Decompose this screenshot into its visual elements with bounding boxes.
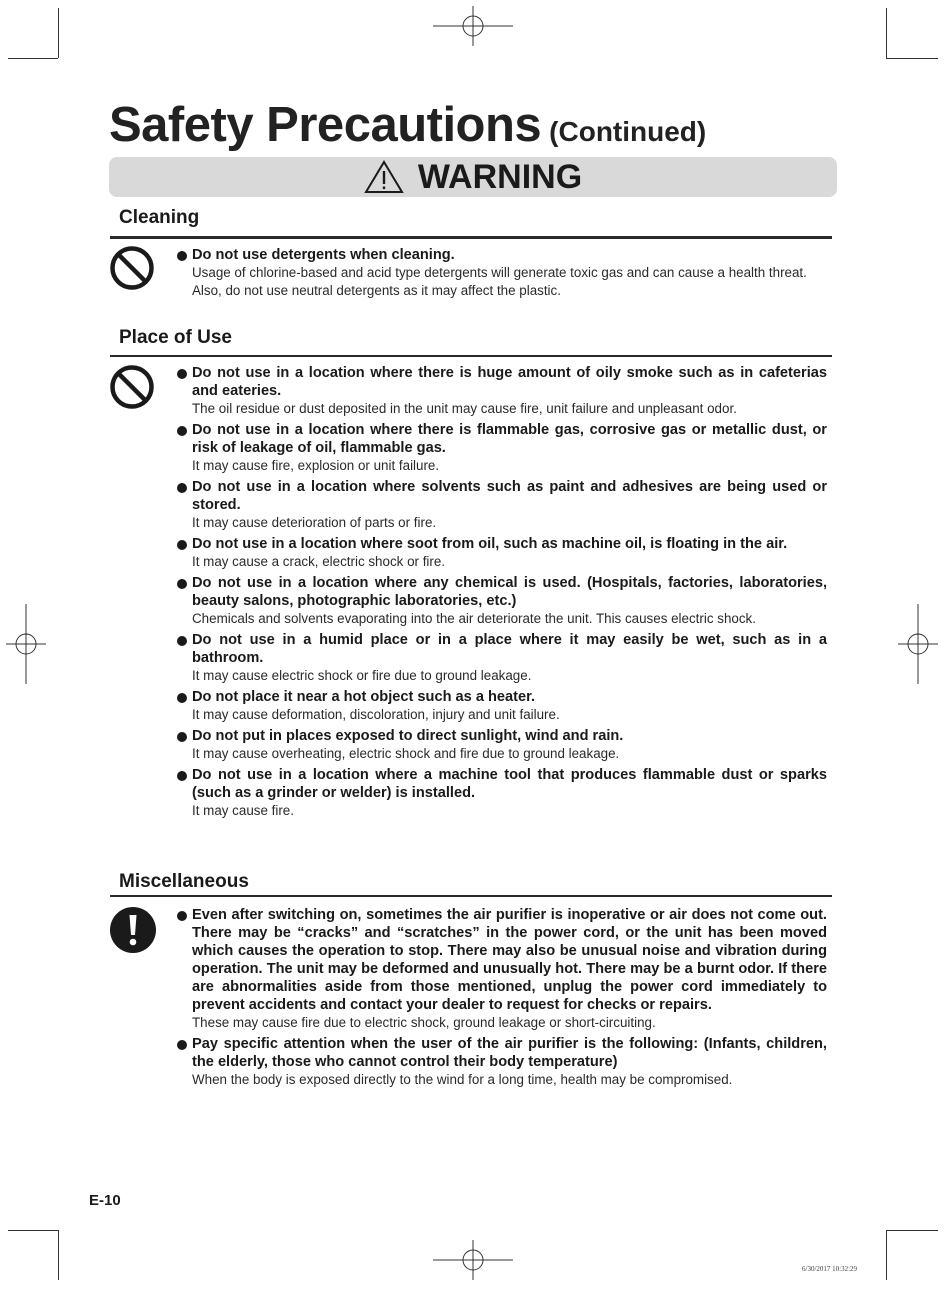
item-detail: It may cause overheating, electric shock and fire due to ground leakage. [192,746,620,761]
list-cleaning [175,246,827,303]
registration-mark-top [433,6,513,46]
item-heading: Do not put in places exposed to direct sunlight, wind and rain. [192,728,624,744]
warning-triangle-icon [364,160,404,194]
list-item [175,574,827,628]
list-item [175,766,827,820]
list-item [175,364,827,418]
item-heading: Do not use in a location where there is flammable gas, corrosive gas or metallic dust, or risk of leakage of oil, flammable gas. [192,422,827,456]
warning-banner [109,157,837,197]
title-suffix: (Continued) [549,116,707,147]
list-item [175,906,827,1032]
item-heading: Do not place it near a hot object such as a heater. [192,689,536,705]
exclamation-icon [109,906,157,954]
item-detail: It may cause a crack, electric shock or fire. [192,554,446,569]
item-detail: Usage of chlorine-based and acid type detergents will generate toxic gas and can cause a health threat. Also, do not use neutral detergents as it may affect the plastic. [192,265,807,298]
item-heading: Do not use in a humid place or in a place where it may easily be wet, such as in a bathroom. [192,632,827,666]
list-item [175,478,827,532]
item-detail: The oil residue or dust deposited in the unit may cause fire, unit failure and unpleasant odor. [192,401,737,416]
item-detail: It may cause fire. [192,803,294,818]
page-title [109,97,706,153]
list-item [175,688,827,724]
item-detail: It may cause deterioration of parts or fire. [192,515,437,530]
page-number: E-10 [89,1192,121,1209]
prohibition-icon [109,364,155,410]
registration-mark-left [6,604,46,684]
list-item [175,421,827,475]
section-heading-miscellaneous: Miscellaneous [119,871,249,892]
list-place-of-use [175,364,827,823]
section-rule-cleaning [110,236,832,239]
item-detail: Chemicals and solvents evaporating into the air deteriorate the unit. This causes electric shock. [192,611,756,626]
item-heading: Do not use in a location where solvents such as paint and adhesives are being used or stored. [192,479,827,513]
item-heading: Even after switching on, sometimes the air purifier is inoperative or air does not come out. There may be “cracks” and “scratches” in the power cord, or the unit has been moved which causes the operation to stop. There may also be unusual noise and vibration during operation. The unit may be deformed and unusually hot. There may be a burnt odor. If there are abnormalities aside from those mentioned, unplug the power cord immediately to prevent accidents and contact your dealer to request for checks or repairs. [192,907,827,1013]
item-detail: When the body is exposed directly to the wind for a long time, health may be compromised. [192,1072,733,1087]
section-rule-miscellaneous [110,895,832,897]
item-heading: Do not use in a location where there is huge amount of oily smoke such as in cafeterias and eateries. [192,365,827,399]
section-rule-place-of-use [110,355,832,357]
item-heading: Do not use in a location where any chemical is used. (Hospitals, factories, laboratories, beauty salons, photographic laboratories, etc.) [192,575,827,609]
list-item [175,1035,827,1089]
list-item [175,246,827,300]
item-detail: It may cause fire, explosion or unit failure. [192,458,440,473]
list-item [175,631,827,685]
item-heading: Pay specific attention when the user of the air purifier is the following: (Infants, children, the elderly, those who cannot control their body temperature) [192,1036,827,1070]
item-detail: It may cause electric shock or fire due to ground leakage. [192,668,532,683]
print-timestamp: 6/30/2017 10:32:29 [802,1265,858,1273]
warning-label: WARNING [417,157,583,196]
registration-mark-right [898,604,938,684]
list-item [175,535,827,571]
item-heading: Do not use detergents when cleaning. [192,247,455,263]
section-heading-place-of-use: Place of Use [119,327,232,348]
prohibition-icon [109,245,155,291]
section-heading-cleaning: Cleaning [119,207,200,228]
item-detail: These may cause fire due to electric shock, ground leakage or short-circuiting. [192,1015,656,1030]
registration-mark-bottom [433,1240,513,1280]
item-detail: It may cause deformation, discoloration, injury and unit failure. [192,707,560,722]
list-miscellaneous [175,906,827,1092]
item-heading: Do not use in a location where soot from oil, such as machine oil, is floating in the air. [192,536,788,552]
title-main: Safety Precautions [109,98,542,152]
item-heading: Do not use in a location where a machine tool that produces flammable dust or sparks (such as a grinder or welder) is installed. [192,767,827,801]
list-item [175,727,827,763]
